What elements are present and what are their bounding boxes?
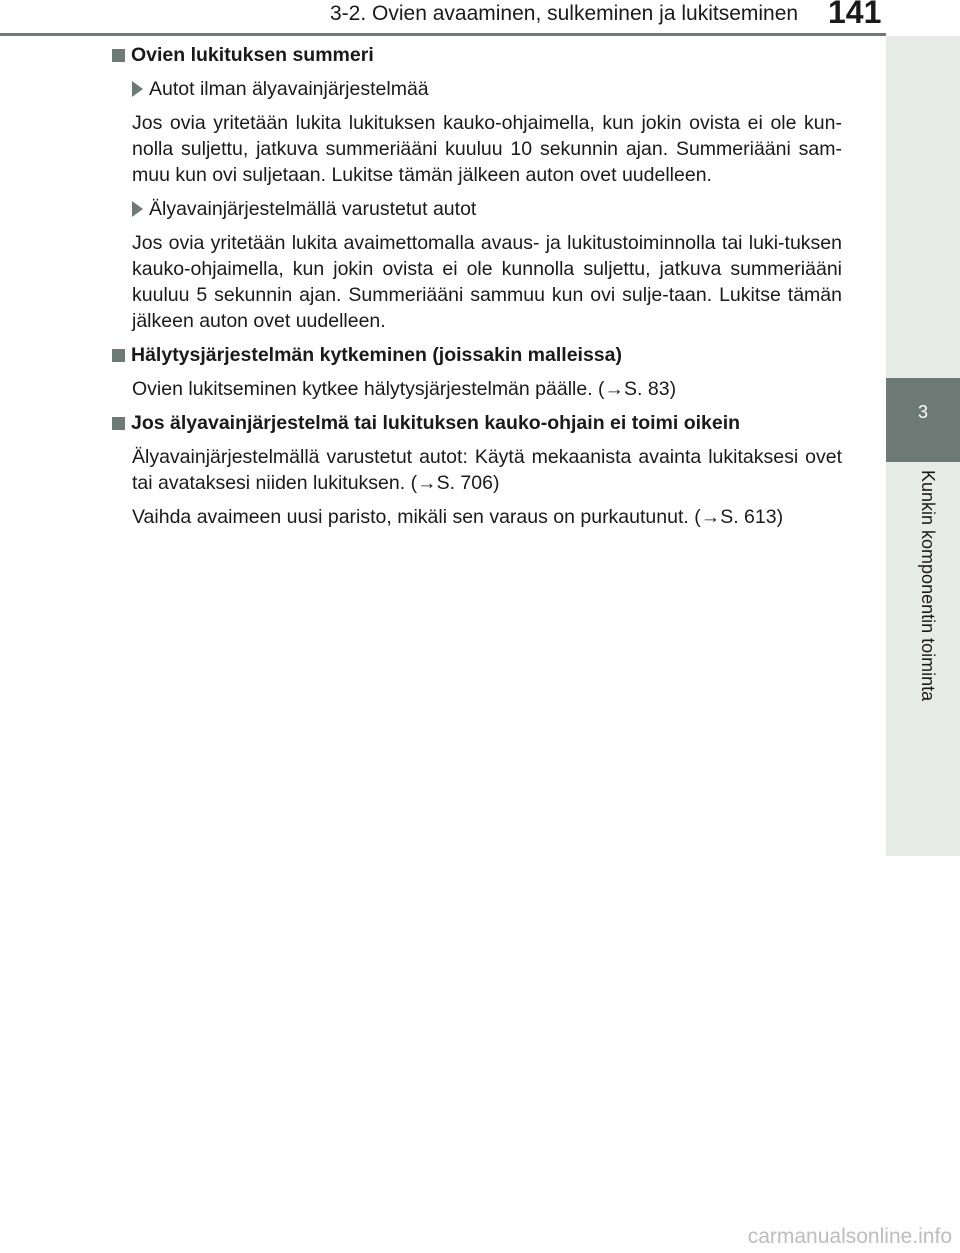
subheading-text: Älyavainjärjestelmällä varustetut autot: [149, 198, 477, 220]
square-bullet-icon: [112, 417, 125, 430]
heading-text: Ovien lukituksen summeri: [131, 44, 374, 66]
subheading: [132, 196, 842, 222]
triangle-bullet-icon: [132, 81, 143, 97]
paragraph: Jos ovia yritetään lukita avaimettomalla avaus- ja lukitustoiminnolla tai luki-tuksen kauko-ohjaimella, kun jokin ovista ei ole kunnolla suljettu, jatkuva summeriääni kuuluu 5 sekunnin ajan. Summeriääni sammuu kun ovi sulje-taan. Lukitse tämän jälkeen auton ovet uudelleen.: [132, 232, 842, 332]
heading-text: Hälytysjärjestelmän kytkeminen (joissakin malleissa): [131, 344, 622, 366]
section-heading: [112, 42, 842, 68]
heading-text: Jos älyavainjärjestelmä tai lukituksen kauko-ohjain ei toimi oikein: [131, 412, 741, 434]
page-number: 141: [828, 0, 882, 30]
section-heading: [112, 410, 842, 436]
square-bullet-icon: [112, 49, 125, 62]
paragraph: Jos ovia yritetään lukita lukituksen kauko-ohjaimella, kun jokin ovista ei ole kun-nolla suljettu, jatkuva summeriääni kuuluu 10 sekunnin ajan. Summeriääni sam-muu kun ovi suljetaan. Lukitse tämän jälkeen auton ovet uudelleen.: [132, 112, 842, 186]
watermark: carmanualsonline.info: [747, 1225, 952, 1248]
chapter-number-box: [886, 378, 960, 462]
section-title: 3-2. Ovien avaaminen, sulkeminen ja lukitseminen: [330, 2, 799, 25]
square-bullet-icon: [112, 349, 125, 362]
chapter-number: 3: [917, 402, 928, 422]
triangle-bullet-icon: [132, 201, 143, 217]
page-header: [0, 0, 960, 40]
page-content: [112, 42, 842, 538]
subheading-text: Autot ilman älyavainjärjestelmää: [149, 78, 429, 100]
header-divider: [0, 33, 886, 36]
chapter-label: Kunkin komponentin toiminta: [918, 470, 938, 702]
subheading: [132, 76, 842, 102]
section-heading: [112, 342, 842, 368]
paragraph: Vaihda avaimeen uusi paristo, mikäli sen varaus on purkautunut. (→S. 613): [132, 506, 784, 528]
paragraph: Älyavainjärjestelmällä varustetut autot: Käytä mekaanista avainta lukitaksesi ovet tai avataksesi niiden lukituksen. (→S. 706): [132, 446, 842, 494]
paragraph: Ovien lukitseminen kytkee hälytysjärjestelmän päälle. (→S. 83): [132, 378, 677, 400]
